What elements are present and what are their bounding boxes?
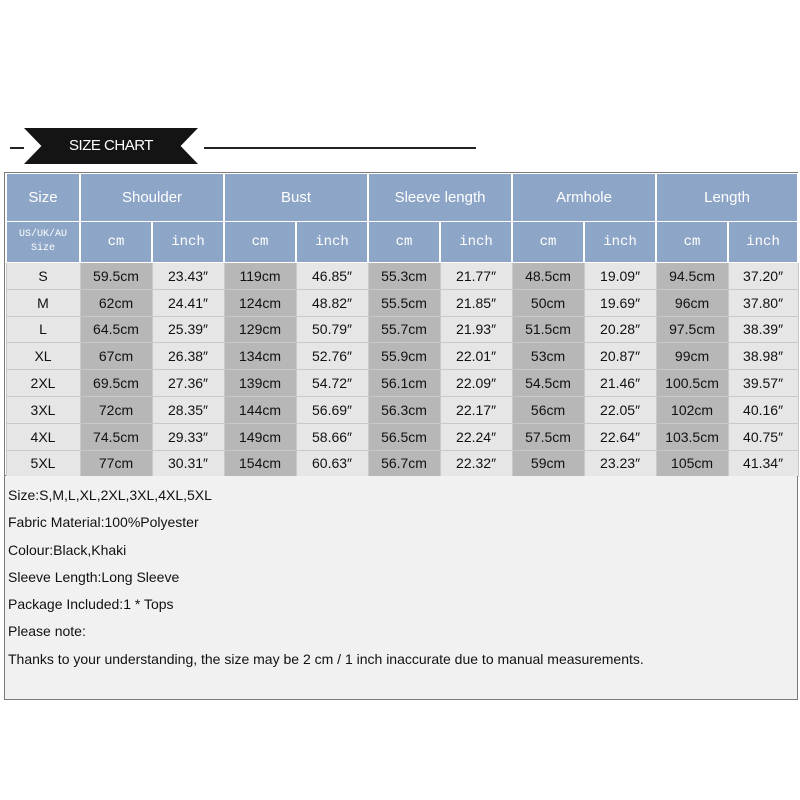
- page-title: SIZE CHART: [69, 137, 153, 154]
- size-region-label: US/UK/AU: [18, 229, 67, 240]
- size-table: [5, 173, 799, 477]
- banner-rule-right: [204, 147, 476, 149]
- armhole-cm-cell: 57.5cm: [512, 423, 584, 450]
- length-cm-cell: 96cm: [656, 289, 728, 316]
- sleeve-cm-cell: 56.1cm: [368, 370, 440, 397]
- sleeve-inch-cell: 21.93″: [440, 316, 512, 343]
- armhole-inch-cell: 22.05″: [584, 396, 656, 423]
- shoulder-cm-cell: 77cm: [80, 450, 152, 477]
- length-cm-cell: 103.5cm: [656, 423, 728, 450]
- bust-inch-cell: 50.79″: [296, 316, 368, 343]
- size-cell: M: [6, 289, 80, 316]
- bust-inch-cell: 48.82″: [296, 289, 368, 316]
- bust-inch-cell: 58.66″: [296, 423, 368, 450]
- header-bust: Bust: [224, 174, 368, 222]
- sleeve-inch-cell: 21.77″: [440, 263, 512, 290]
- armhole-cm-cell: 56cm: [512, 396, 584, 423]
- shoulder-inch-cell: 28.35″: [152, 396, 224, 423]
- shoulder-cm-cell: 59.5cm: [80, 263, 152, 290]
- note-sleeve-length: Sleeve Length:Long Sleeve: [8, 568, 180, 585]
- size-caption-label: Size: [30, 243, 55, 254]
- size-cell: 2XL: [6, 370, 80, 397]
- note-size: Size:S,M,L,XL,2XL,3XL,4XL,5XL: [8, 487, 212, 503]
- bust-inch-cell: 46.85″: [296, 263, 368, 290]
- armhole-inch-cell: 21.46″: [584, 370, 656, 397]
- size-table-container: [4, 172, 798, 476]
- length-inch-cell: 41.34″: [728, 450, 798, 477]
- bust-cm-cell: 129cm: [224, 316, 296, 343]
- unit-inch: inch: [152, 222, 224, 263]
- size-cell: XL: [6, 343, 80, 370]
- header-size: Size: [6, 174, 80, 222]
- length-cm-cell: 97.5cm: [656, 316, 728, 343]
- unit-cm: cm: [368, 222, 440, 263]
- unit-cm: cm: [656, 222, 728, 263]
- table-row: [6, 343, 798, 370]
- length-cm-cell: 102cm: [656, 396, 728, 423]
- armhole-inch-cell: 22.64″: [584, 423, 656, 450]
- armhole-inch-cell: 20.87″: [584, 343, 656, 370]
- bust-inch-cell: 56.69″: [296, 396, 368, 423]
- bust-cm-cell: 119cm: [224, 263, 296, 290]
- armhole-inch-cell: 19.09″: [584, 263, 656, 290]
- shoulder-inch-cell: 23.43″: [152, 263, 224, 290]
- length-inch-cell: 37.80″: [728, 289, 798, 316]
- length-inch-cell: 40.75″: [728, 423, 798, 450]
- length-inch-cell: 38.98″: [728, 343, 798, 370]
- header-shoulder: Shoulder: [80, 174, 224, 222]
- header-armhole: Armhole: [512, 174, 656, 222]
- table-row: [6, 370, 798, 397]
- sleeve-cm-cell: 55.5cm: [368, 289, 440, 316]
- shoulder-cm-cell: 62cm: [80, 289, 152, 316]
- armhole-cm-cell: 54.5cm: [512, 370, 584, 397]
- length-inch-cell: 37.20″: [728, 263, 798, 290]
- banner-rule-left: [10, 147, 24, 149]
- size-chart-banner: [0, 128, 800, 164]
- shoulder-cm-cell: 64.5cm: [80, 316, 152, 343]
- length-cm-cell: 100.5cm: [656, 370, 728, 397]
- sleeve-cm-cell: 55.3cm: [368, 263, 440, 290]
- table-unit-header-row: [6, 222, 798, 263]
- shoulder-inch-cell: 25.39″: [152, 316, 224, 343]
- sleeve-cm-cell: 55.9cm: [368, 343, 440, 370]
- sleeve-cm-cell: 56.3cm: [368, 396, 440, 423]
- note-please-note: Please note:: [8, 623, 86, 640]
- shoulder-inch-cell: 30.31″: [152, 450, 224, 477]
- bust-cm-cell: 139cm: [224, 370, 296, 397]
- shoulder-inch-cell: 24.41″: [152, 289, 224, 316]
- sleeve-cm-cell: 56.5cm: [368, 423, 440, 450]
- sleeve-inch-cell: 22.17″: [440, 396, 512, 423]
- header-size-region: [6, 222, 80, 263]
- shoulder-cm-cell: 69.5cm: [80, 370, 152, 397]
- sleeve-inch-cell: 22.24″: [440, 423, 512, 450]
- armhole-cm-cell: 51.5cm: [512, 316, 584, 343]
- bust-cm-cell: 149cm: [224, 423, 296, 450]
- bust-cm-cell: 134cm: [224, 343, 296, 370]
- size-cell: 4XL: [6, 423, 80, 450]
- shoulder-inch-cell: 27.36″: [152, 370, 224, 397]
- table-row: [6, 396, 798, 423]
- table-row: [6, 316, 798, 343]
- shoulder-inch-cell: 26.38″: [152, 343, 224, 370]
- armhole-inch-cell: 19.69″: [584, 289, 656, 316]
- size-cell: 5XL: [6, 450, 80, 477]
- armhole-cm-cell: 59cm: [512, 450, 584, 477]
- armhole-cm-cell: 53cm: [512, 343, 584, 370]
- table-group-header-row: [6, 174, 798, 222]
- armhole-inch-cell: 20.28″: [584, 316, 656, 343]
- sleeve-cm-cell: 55.7cm: [368, 316, 440, 343]
- size-cell: L: [6, 316, 80, 343]
- unit-cm: cm: [512, 222, 584, 263]
- unit-inch: inch: [584, 222, 656, 263]
- armhole-cm-cell: 48.5cm: [512, 263, 584, 290]
- armhole-inch-cell: 23.23″: [584, 450, 656, 477]
- unit-inch: inch: [440, 222, 512, 263]
- unit-cm: cm: [224, 222, 296, 263]
- length-cm-cell: 105cm: [656, 450, 728, 477]
- shoulder-cm-cell: 74.5cm: [80, 423, 152, 450]
- shoulder-inch-cell: 29.33″: [152, 423, 224, 450]
- armhole-cm-cell: 50cm: [512, 289, 584, 316]
- note-colour: Colour:Black,Khaki: [8, 541, 127, 558]
- sleeve-cm-cell: 56.7cm: [368, 450, 440, 477]
- header-sleeve-length: Sleeve length: [368, 174, 512, 222]
- length-cm-cell: 94.5cm: [656, 263, 728, 290]
- sleeve-inch-cell: 22.01″: [440, 343, 512, 370]
- length-inch-cell: 39.57″: [728, 370, 798, 397]
- size-cell: 3XL: [6, 396, 80, 423]
- unit-cm: cm: [80, 222, 152, 263]
- sleeve-inch-cell: 22.32″: [440, 450, 512, 477]
- table-row: [6, 263, 798, 290]
- length-cm-cell: 99cm: [656, 343, 728, 370]
- bust-inch-cell: 60.63″: [296, 450, 368, 477]
- note-fabric: Fabric Material:100%Polyester: [8, 514, 199, 531]
- unit-inch: inch: [296, 222, 368, 263]
- bust-cm-cell: 144cm: [224, 396, 296, 423]
- unit-inch: inch: [728, 222, 798, 263]
- bust-cm-cell: 124cm: [224, 289, 296, 316]
- table-row: [6, 450, 798, 477]
- shoulder-cm-cell: 67cm: [80, 343, 152, 370]
- length-inch-cell: 40.16″: [728, 396, 798, 423]
- note-disclaimer: Thanks to your understanding, the size may be 2 cm / 1 inch inaccurate due to manual measurements.: [8, 650, 644, 667]
- note-package: Package Included:1 * Tops: [8, 596, 174, 613]
- table-row: [6, 423, 798, 450]
- product-notes: [4, 476, 798, 700]
- table-row: [6, 289, 798, 316]
- bust-inch-cell: 54.72″: [296, 370, 368, 397]
- shoulder-cm-cell: 72cm: [80, 396, 152, 423]
- bust-cm-cell: 154cm: [224, 450, 296, 477]
- bust-inch-cell: 52.76″: [296, 343, 368, 370]
- header-length: Length: [656, 174, 798, 222]
- sleeve-inch-cell: 21.85″: [440, 289, 512, 316]
- size-cell: S: [6, 263, 80, 290]
- length-inch-cell: 38.39″: [728, 316, 798, 343]
- sleeve-inch-cell: 22.09″: [440, 370, 512, 397]
